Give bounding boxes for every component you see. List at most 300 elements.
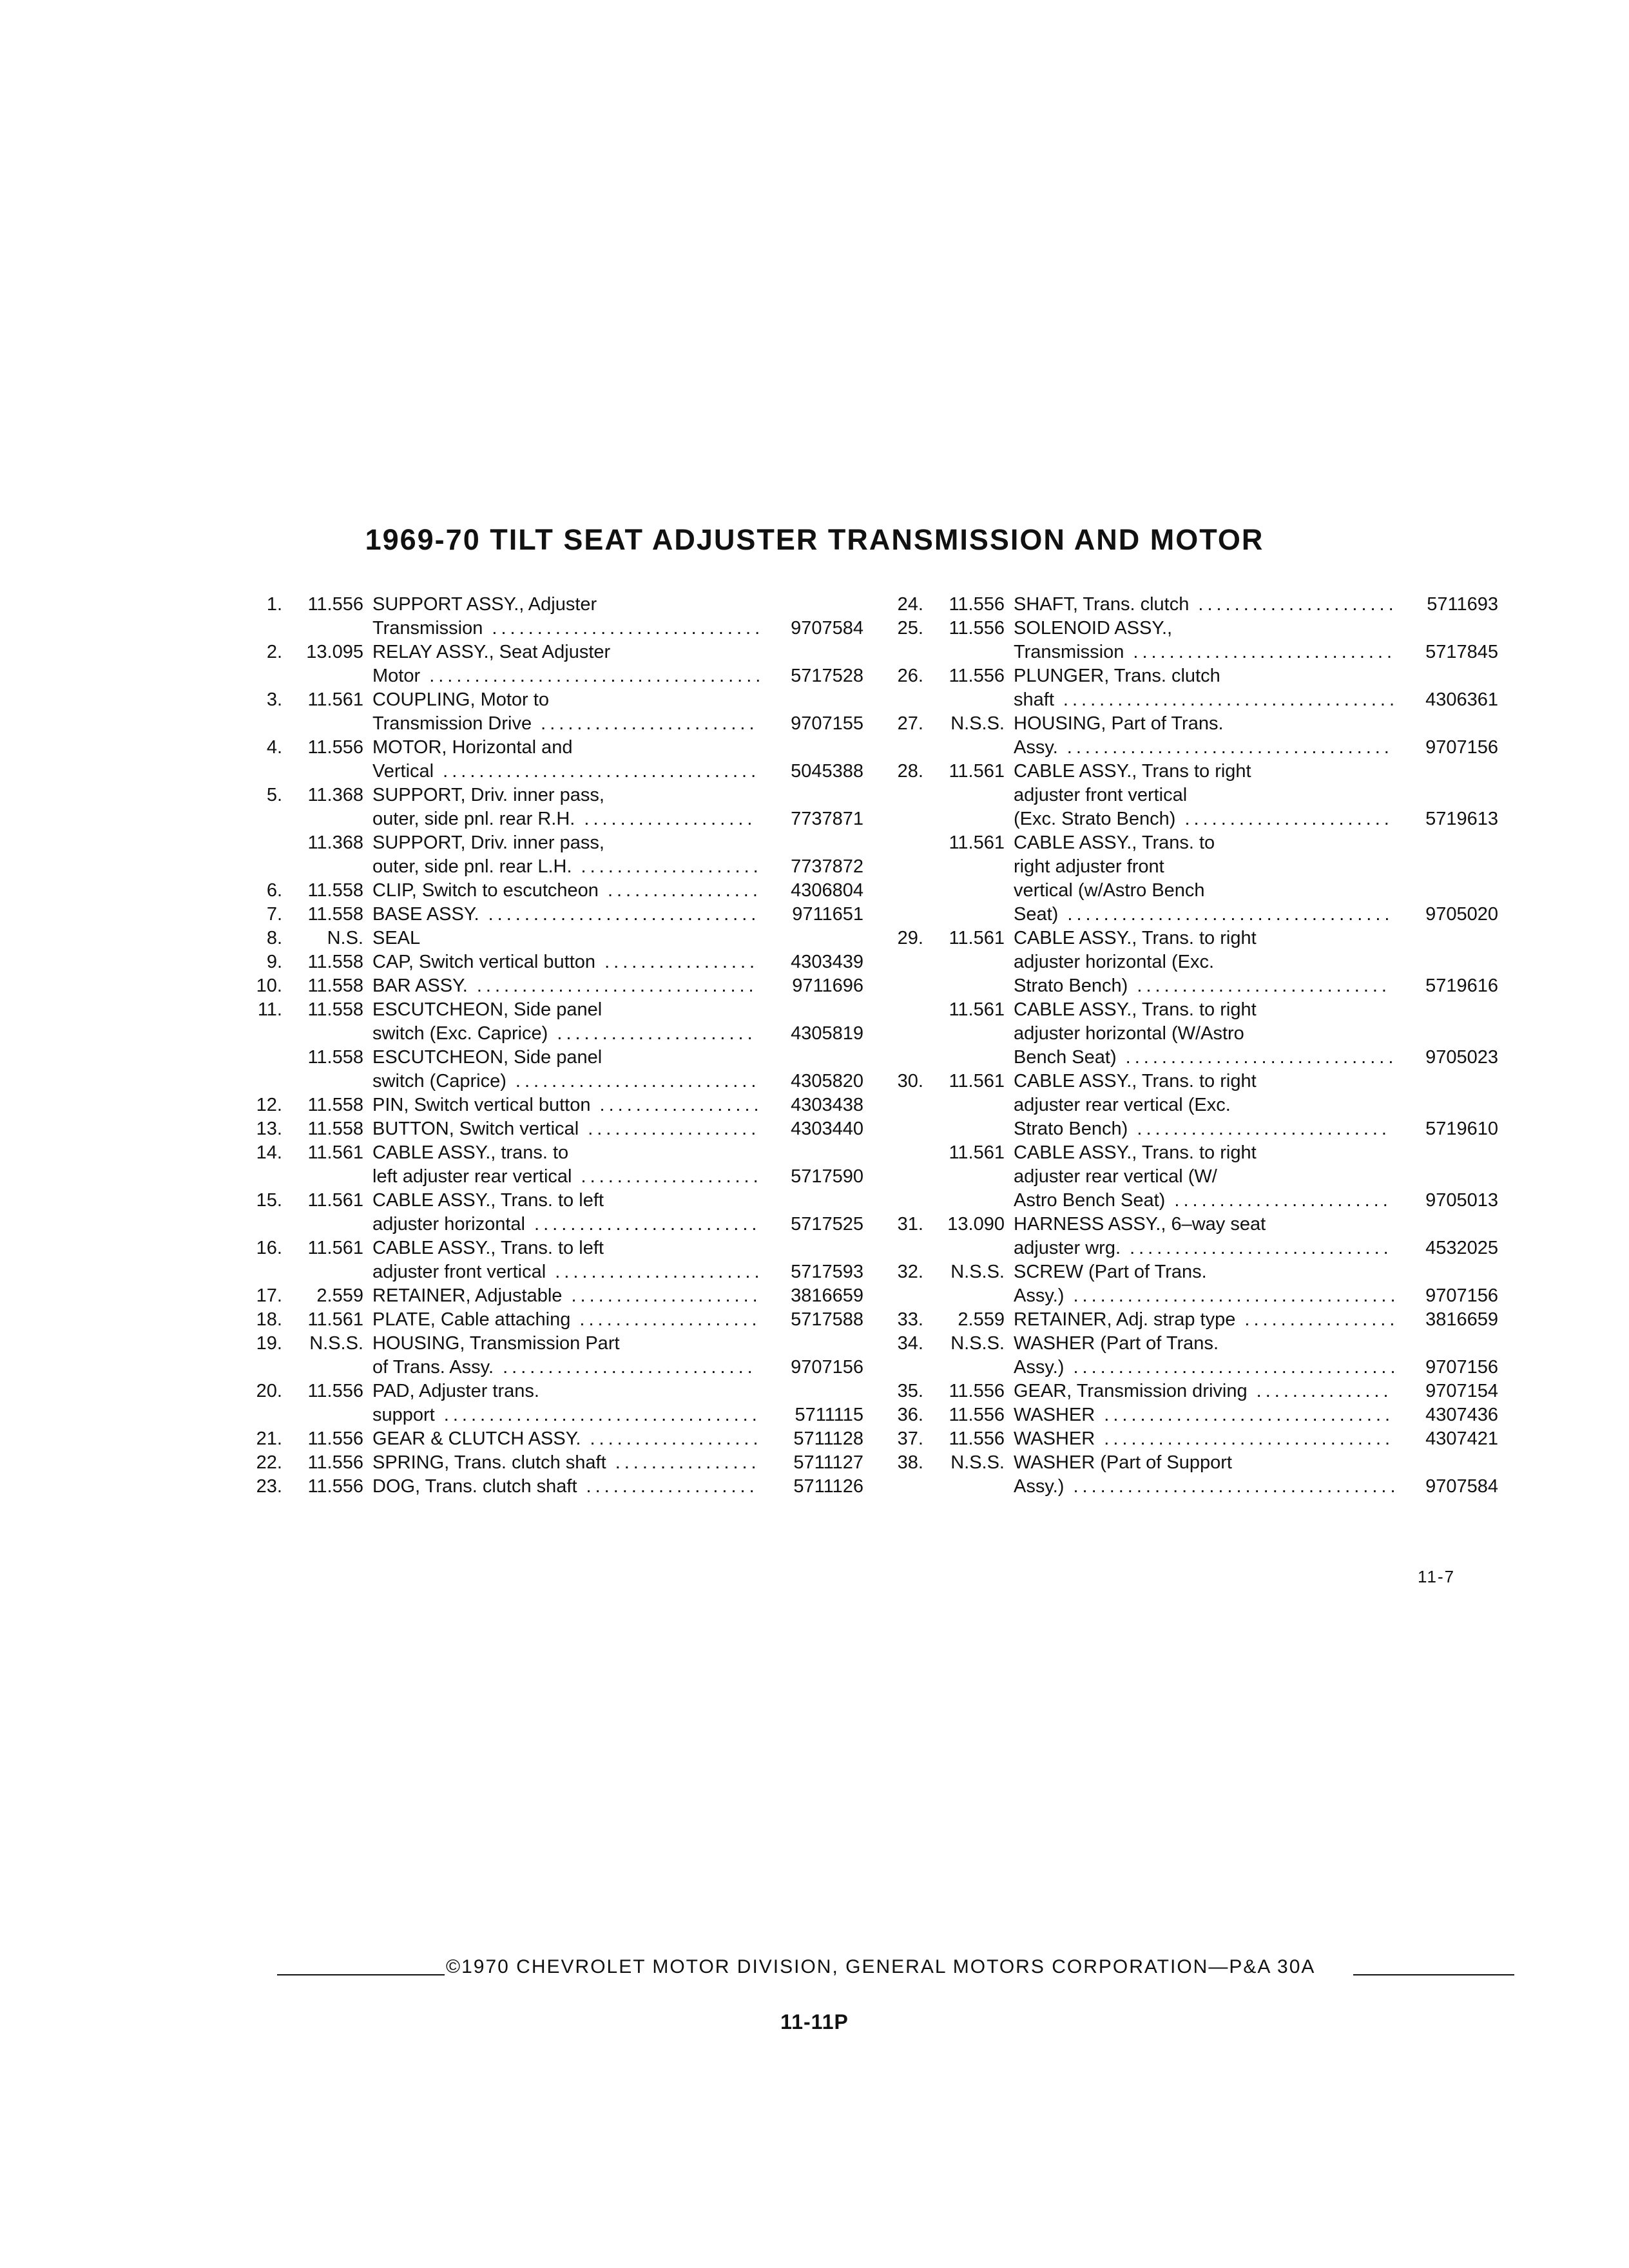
- dot-leader: ....................................: [1058, 904, 1394, 925]
- list-item: [238, 927, 863, 950]
- item-number: 9.: [266, 952, 282, 972]
- list-item: [880, 617, 1498, 640]
- page-number: 11-7: [1418, 1567, 1456, 1586]
- part-number: 9707154: [1425, 1381, 1498, 1401]
- item-number: 27.: [897, 713, 923, 734]
- list-item: [238, 640, 863, 664]
- dot-leader: .........................: [525, 1214, 761, 1235]
- part-number: 5719610: [1425, 1119, 1498, 1139]
- group-code: 11.561: [949, 1071, 1005, 1091]
- part-description: Transmission Drive ........................: [372, 713, 758, 734]
- group-code: 11.556: [307, 594, 363, 615]
- page-title: 1969-70 TILT SEAT ADJUSTER TRANSMISSION AND MOTOR: [365, 523, 1264, 556]
- part-description: Assy. ....................................: [1014, 737, 1393, 758]
- item-number: 19.: [256, 1333, 282, 1354]
- group-code: 11.561: [949, 999, 1005, 1020]
- part-description: ESCUTCHEON, Side panel: [372, 999, 602, 1020]
- list-item: [880, 1427, 1498, 1451]
- part-number: 5717525: [791, 1214, 863, 1235]
- list-item: [238, 783, 863, 807]
- list-item: [880, 1189, 1498, 1213]
- part-number: 5717588: [791, 1309, 863, 1330]
- group-code: N.S.S.: [950, 713, 1005, 734]
- group-code: 11.561: [949, 928, 1005, 948]
- list-item: [238, 664, 863, 688]
- part-number: 4303439: [791, 952, 863, 972]
- dot-leader: ...............: [1247, 1381, 1393, 1401]
- list-item: [238, 831, 863, 855]
- list-item: [880, 998, 1498, 1022]
- list-item: [880, 879, 1498, 903]
- dot-leader: .......................: [546, 1262, 764, 1282]
- item-number: 31.: [897, 1214, 923, 1235]
- dot-leader: ..............................: [483, 618, 764, 639]
- part-description: Seat) ....................................: [1014, 904, 1394, 925]
- list-item: [238, 1117, 863, 1141]
- list-item: [238, 1022, 863, 1046]
- part-number: 9707156: [1425, 1285, 1498, 1306]
- list-item: [238, 1308, 863, 1332]
- dot-leader: ....................: [572, 856, 762, 877]
- list-item: [238, 1284, 863, 1308]
- item-number: 17.: [256, 1285, 282, 1306]
- part-description: BUTTON, Switch vertical ...................: [372, 1119, 760, 1139]
- group-code: 11.556: [949, 1381, 1005, 1401]
- group-code: 11.556: [307, 737, 363, 758]
- group-code: 11.558: [307, 880, 363, 901]
- part-number: 5717528: [791, 666, 863, 686]
- part-number: 4303440: [791, 1119, 863, 1139]
- part-number: 9705023: [1425, 1047, 1498, 1068]
- list-item: [238, 1165, 863, 1189]
- list-item: [238, 855, 863, 879]
- part-description: CAP, Switch vertical button .................: [372, 952, 759, 972]
- group-code: 11.556: [949, 666, 1005, 686]
- item-number: 21.: [256, 1428, 282, 1449]
- item-number: 24.: [897, 594, 923, 615]
- part-description: CABLE ASSY., Trans. to left: [372, 1190, 604, 1211]
- part-number: 9711696: [792, 975, 863, 996]
- list-item: [238, 1189, 863, 1213]
- item-number: 14.: [256, 1142, 282, 1163]
- dot-leader: ................: [606, 1452, 760, 1473]
- dot-leader: ....................................: [1057, 737, 1393, 758]
- part-description: adjuster front vertical .......................: [372, 1262, 764, 1282]
- item-number: 22.: [256, 1452, 282, 1473]
- part-description: Transmission ..............................: [372, 618, 764, 639]
- part-description: HOUSING, Transmission Part: [372, 1333, 620, 1354]
- dot-leader: ...................................: [434, 1405, 761, 1425]
- part-number: 4305819: [791, 1023, 863, 1044]
- group-code: N.S.S.: [950, 1333, 1005, 1354]
- part-description: CABLE ASSY., Trans. to: [1014, 832, 1215, 853]
- list-item: [238, 1356, 863, 1379]
- group-code: N.S.S.: [950, 1452, 1005, 1473]
- list-item: [238, 1213, 863, 1236]
- group-code: 11.556: [307, 1381, 363, 1401]
- group-code: 11.558: [307, 999, 363, 1020]
- dot-leader: ...................: [581, 1428, 762, 1449]
- dot-leader: ....................................: [1064, 1476, 1400, 1497]
- part-number: 7737872: [791, 856, 863, 877]
- list-item: [880, 1236, 1498, 1260]
- list-item: [238, 1046, 863, 1070]
- item-number: 35.: [897, 1381, 923, 1401]
- page-code: 11-11P: [780, 2010, 849, 2033]
- group-code: 11.561: [307, 1142, 363, 1163]
- part-description: Strato Bench) ............................: [1014, 1119, 1391, 1139]
- part-number: 5717590: [791, 1166, 863, 1187]
- part-description: Assy.) ....................................: [1014, 1285, 1400, 1306]
- part-description: Assy.) ....................................: [1014, 1357, 1400, 1378]
- part-description: switch (Exc. Caprice) ......................: [372, 1023, 757, 1044]
- item-number: 38.: [897, 1452, 923, 1473]
- part-description: left adjuster rear vertical ....................: [372, 1166, 762, 1187]
- part-description: SUPPORT, Driv. inner pass,: [372, 785, 604, 805]
- part-description: Astro Bench Seat) ........................: [1014, 1190, 1392, 1211]
- item-number: 23.: [256, 1476, 282, 1497]
- dot-leader: ..................: [590, 1095, 763, 1115]
- part-number: 4306361: [1425, 689, 1498, 710]
- list-item: [880, 640, 1498, 664]
- list-item: [238, 879, 863, 903]
- list-item: [880, 664, 1498, 688]
- part-number: 5711693: [1427, 594, 1498, 615]
- group-code: 13.090: [947, 1214, 1005, 1235]
- part-number: 4532025: [1425, 1238, 1498, 1258]
- dot-leader: ........................: [532, 713, 758, 734]
- part-number: 5711126: [793, 1476, 863, 1497]
- item-number: 36.: [897, 1405, 923, 1425]
- part-description: of Trans. Assy. ............................: [372, 1357, 757, 1378]
- list-item: [238, 1332, 863, 1356]
- group-code: 11.556: [307, 1428, 363, 1449]
- part-description: PIN, Switch vertical button ..................: [372, 1095, 763, 1115]
- group-code: 2.559: [958, 1309, 1005, 1330]
- group-code: 11.556: [949, 1428, 1005, 1449]
- dot-leader: .............................: [1124, 642, 1396, 662]
- list-item: [880, 712, 1498, 736]
- list-item: [880, 783, 1498, 807]
- item-number: 2.: [266, 642, 282, 662]
- dot-leader: ...................: [579, 1119, 760, 1139]
- part-description: Strato Bench) ............................: [1014, 975, 1391, 996]
- part-number: 4307436: [1425, 1405, 1498, 1425]
- item-number: 25.: [897, 618, 923, 639]
- part-description: PLUNGER, Trans. clutch: [1014, 666, 1220, 686]
- part-description: right adjuster front: [1014, 856, 1164, 877]
- part-description: GEAR & CLUTCH ASSY. ...................: [372, 1428, 762, 1449]
- list-item: [880, 760, 1498, 783]
- part-description: WASHER (Part of Support: [1014, 1452, 1232, 1473]
- group-code: 13.095: [306, 642, 363, 662]
- dot-leader: ..............................: [479, 904, 760, 925]
- list-item: [880, 1141, 1498, 1165]
- part-description: CABLE ASSY., trans. to: [372, 1142, 569, 1163]
- group-code: 11.556: [949, 594, 1005, 615]
- item-number: 12.: [256, 1095, 282, 1115]
- part-description: SUPPORT, Driv. inner pass,: [372, 832, 604, 853]
- part-description: adjuster horizontal (Exc.: [1014, 952, 1215, 972]
- dot-leader: ...................: [577, 1476, 758, 1497]
- part-description: adjuster rear vertical (W/: [1014, 1166, 1217, 1187]
- part-number: 9707584: [1425, 1476, 1498, 1497]
- copyright-footer: [277, 1956, 1514, 1982]
- part-description: WASHER (Part of Trans.: [1014, 1333, 1219, 1354]
- part-number: 9711651: [792, 904, 863, 925]
- part-description: MOTOR, Horizontal and: [372, 737, 573, 758]
- part-description: support ...................................: [372, 1405, 761, 1425]
- part-description: shaft .....................................: [1014, 689, 1399, 710]
- group-code: 11.561: [949, 761, 1005, 782]
- dot-leader: ........................: [1165, 1190, 1392, 1211]
- group-code: 11.558: [307, 1119, 363, 1139]
- part-description: CABLE ASSY., Trans. to left: [372, 1238, 604, 1258]
- part-description: SCREW (Part of Trans.: [1014, 1262, 1207, 1282]
- group-code: 11.556: [307, 1476, 363, 1497]
- part-description: BAR ASSY. ...............................: [372, 975, 758, 996]
- part-description: adjuster horizontal (W/Astro: [1014, 1023, 1244, 1044]
- part-description: vertical (w/Astro Bench: [1014, 880, 1205, 901]
- item-number: 37.: [897, 1428, 923, 1449]
- list-item: [880, 831, 1498, 855]
- part-description: SPRING, Trans. clutch shaft ................: [372, 1452, 760, 1473]
- dot-leader: ....................: [570, 1309, 761, 1330]
- list-item: [880, 1070, 1498, 1093]
- list-item: [880, 736, 1498, 760]
- part-number: 9707156: [1425, 1357, 1498, 1378]
- list-item: [880, 807, 1498, 831]
- list-item: [880, 1213, 1498, 1236]
- part-description: Motor .....................................: [372, 666, 765, 686]
- part-number: 5711115: [795, 1405, 863, 1425]
- group-code: 11.558: [307, 952, 363, 972]
- part-number: 5711128: [793, 1428, 863, 1449]
- part-number: 3816659: [1425, 1309, 1498, 1330]
- part-description: outer, side pnl. rear L.H. ....................: [372, 856, 762, 877]
- dot-leader: ......................: [1189, 594, 1398, 615]
- group-code: 11.558: [307, 1047, 363, 1068]
- dot-leader: ....................................: [1064, 1357, 1400, 1378]
- part-number: 9707584: [791, 618, 863, 639]
- dot-leader: ...................................: [434, 761, 760, 782]
- list-item: [880, 1022, 1498, 1046]
- list-item: [238, 712, 863, 736]
- part-description: CABLE ASSY., Trans. to right: [1014, 1142, 1257, 1163]
- footer-rule-right: [1353, 1974, 1514, 1975]
- part-description: SUPPORT ASSY., Adjuster: [372, 594, 597, 615]
- list-item: [238, 1379, 863, 1403]
- dot-leader: ...........................: [506, 1071, 760, 1091]
- item-number: 8.: [266, 928, 282, 948]
- part-description: DOG, Trans. clutch shaft ...................: [372, 1476, 758, 1497]
- item-number: 33.: [897, 1309, 923, 1330]
- part-description: RETAINER, Adjustable .....................: [372, 1285, 762, 1306]
- group-code: 11.368: [307, 832, 363, 853]
- list-item: [238, 1141, 863, 1165]
- group-code: 11.561: [949, 1142, 1005, 1163]
- dot-leader: .......................: [1175, 809, 1393, 829]
- group-code: N.S.S.: [950, 1262, 1005, 1282]
- list-item: [880, 1260, 1498, 1284]
- list-item: [880, 1451, 1498, 1475]
- group-code: 11.561: [307, 1238, 363, 1258]
- group-code: N.S.: [327, 928, 363, 948]
- part-description: CABLE ASSY., Trans. to right: [1014, 1071, 1257, 1091]
- part-number: 9707155: [791, 713, 863, 734]
- list-item: [238, 998, 863, 1022]
- item-number: 18.: [256, 1309, 282, 1330]
- list-item: [880, 1308, 1498, 1332]
- group-code: 11.556: [949, 1405, 1005, 1425]
- item-number: 26.: [897, 666, 923, 686]
- group-code: 11.558: [307, 975, 363, 996]
- part-number: 5717593: [791, 1262, 863, 1282]
- list-item: [880, 593, 1498, 617]
- item-number: 15.: [256, 1190, 282, 1211]
- item-number: 32.: [897, 1262, 923, 1282]
- list-item: [238, 974, 863, 998]
- part-number: 9707156: [1425, 737, 1498, 758]
- part-description: BASE ASSY. ..............................: [372, 904, 760, 925]
- list-item: [880, 1284, 1498, 1308]
- group-code: 11.558: [307, 1095, 363, 1115]
- dot-leader: ............................: [494, 1357, 757, 1378]
- list-item: [880, 1332, 1498, 1356]
- dot-leader: ....................: [572, 1166, 762, 1187]
- part-description: Vertical ...................................: [372, 761, 760, 782]
- part-description: COUPLING, Motor to: [372, 689, 549, 710]
- group-code: 11.556: [307, 1452, 363, 1473]
- part-number: 9705020: [1425, 904, 1498, 925]
- list-item: [238, 1451, 863, 1475]
- group-code: 11.561: [307, 1309, 363, 1330]
- part-description: Bench Seat) ..............................: [1014, 1047, 1398, 1068]
- part-description: RETAINER, Adj. strap type .................: [1014, 1309, 1399, 1330]
- item-number: 28.: [897, 761, 923, 782]
- part-description: outer, side pnl. rear R.H. ...................: [372, 809, 757, 829]
- item-number: 7.: [266, 904, 282, 925]
- list-item: [238, 1427, 863, 1451]
- list-item: [880, 1379, 1498, 1403]
- dot-leader: .....................................: [1054, 689, 1399, 710]
- parts-list-right-column: [880, 593, 1498, 1499]
- list-item: [880, 927, 1498, 950]
- part-number: 5045388: [791, 761, 863, 782]
- part-description: CABLE ASSY., Trans to right: [1014, 761, 1251, 782]
- dot-leader: .................: [1235, 1309, 1399, 1330]
- group-code: 11.558: [307, 904, 363, 925]
- dot-leader: .................: [598, 880, 762, 901]
- list-item: [238, 617, 863, 640]
- dot-leader: ....................................: [1064, 1285, 1400, 1306]
- list-item: [238, 1093, 863, 1117]
- list-item: [880, 855, 1498, 879]
- item-number: 20.: [256, 1381, 282, 1401]
- footer-rule-left: [277, 1974, 445, 1975]
- dot-leader: .....................: [562, 1285, 762, 1306]
- dot-leader: ............................: [1128, 975, 1391, 996]
- list-item: [880, 903, 1498, 927]
- part-description: adjuster wrg. .............................: [1014, 1238, 1393, 1258]
- part-description: SEAL: [372, 928, 421, 948]
- part-number: 9707156: [791, 1357, 863, 1378]
- part-description: CABLE ASSY., Trans. to right: [1014, 999, 1257, 1020]
- item-number: 11.: [257, 999, 282, 1020]
- list-item: [238, 736, 863, 760]
- part-number: 4303438: [791, 1095, 863, 1115]
- group-code: 11.561: [307, 1190, 363, 1211]
- list-item: [238, 807, 863, 831]
- list-item: [238, 1070, 863, 1093]
- item-number: 3.: [266, 689, 282, 710]
- part-description: PAD, Adjuster trans.: [372, 1381, 539, 1401]
- list-item: [880, 974, 1498, 998]
- item-number: 6.: [266, 880, 282, 901]
- list-item: [880, 1475, 1498, 1499]
- list-item: [880, 1165, 1498, 1189]
- part-description: HOUSING, Part of Trans.: [1014, 713, 1224, 734]
- group-code: 2.559: [316, 1285, 363, 1306]
- list-item: [238, 1475, 863, 1499]
- part-number: 5719616: [1425, 975, 1498, 996]
- group-code: 11.561: [949, 832, 1005, 853]
- dot-leader: ...............................: [467, 975, 758, 996]
- part-description: GEAR, Transmission driving ...............: [1014, 1381, 1393, 1401]
- list-item: [880, 1093, 1498, 1117]
- item-number: 34.: [897, 1333, 923, 1354]
- part-description: CLIP, Switch to escutcheon .................: [372, 880, 762, 901]
- item-number: 4.: [266, 737, 282, 758]
- part-number: 4306804: [791, 880, 863, 901]
- part-description: Assy.) ....................................: [1014, 1476, 1400, 1497]
- list-item: [238, 688, 863, 712]
- item-number: 10.: [256, 975, 282, 996]
- part-description: RELAY ASSY., Seat Adjuster: [372, 642, 611, 662]
- part-number: 5717845: [1425, 642, 1498, 662]
- list-item: [880, 1046, 1498, 1070]
- list-item: [880, 1356, 1498, 1379]
- part-number: 7737871: [791, 809, 863, 829]
- item-number: 1.: [266, 594, 282, 615]
- item-number: 16.: [256, 1238, 282, 1258]
- list-item: [880, 950, 1498, 974]
- part-description: adjuster rear vertical (Exc.: [1014, 1095, 1231, 1115]
- part-description: switch (Caprice) ...........................: [372, 1071, 760, 1091]
- group-code: 11.561: [307, 689, 363, 710]
- parts-list-left-column: [238, 593, 863, 1499]
- part-description: HARNESS ASSY., 6–way seat: [1014, 1214, 1266, 1235]
- list-item: [238, 903, 863, 927]
- part-description: adjuster horizontal .........................: [372, 1214, 761, 1235]
- part-number: 3816659: [791, 1285, 863, 1306]
- item-number: 5.: [266, 785, 282, 805]
- list-item: [880, 1403, 1498, 1427]
- list-item: [238, 950, 863, 974]
- part-description: (Exc. Strato Bench) .......................: [1014, 809, 1393, 829]
- dot-leader: ................................: [1095, 1428, 1394, 1449]
- part-description: adjuster front vertical: [1014, 785, 1188, 805]
- group-code: 11.368: [307, 785, 363, 805]
- part-number: 5719613: [1425, 809, 1498, 829]
- list-item: [238, 1260, 863, 1284]
- footer-text: ©1970 CHEVROLET MOTOR DIVISION, GENERAL MOTORS CORPORATION—P&A 30A: [446, 1956, 1316, 1977]
- list-item: [880, 688, 1498, 712]
- part-description: ESCUTCHEON, Side panel: [372, 1047, 602, 1068]
- dot-leader: .....................................: [420, 666, 765, 686]
- dot-leader: ................................: [1095, 1405, 1394, 1425]
- part-description: SHAFT, Trans. clutch ......................: [1014, 594, 1398, 615]
